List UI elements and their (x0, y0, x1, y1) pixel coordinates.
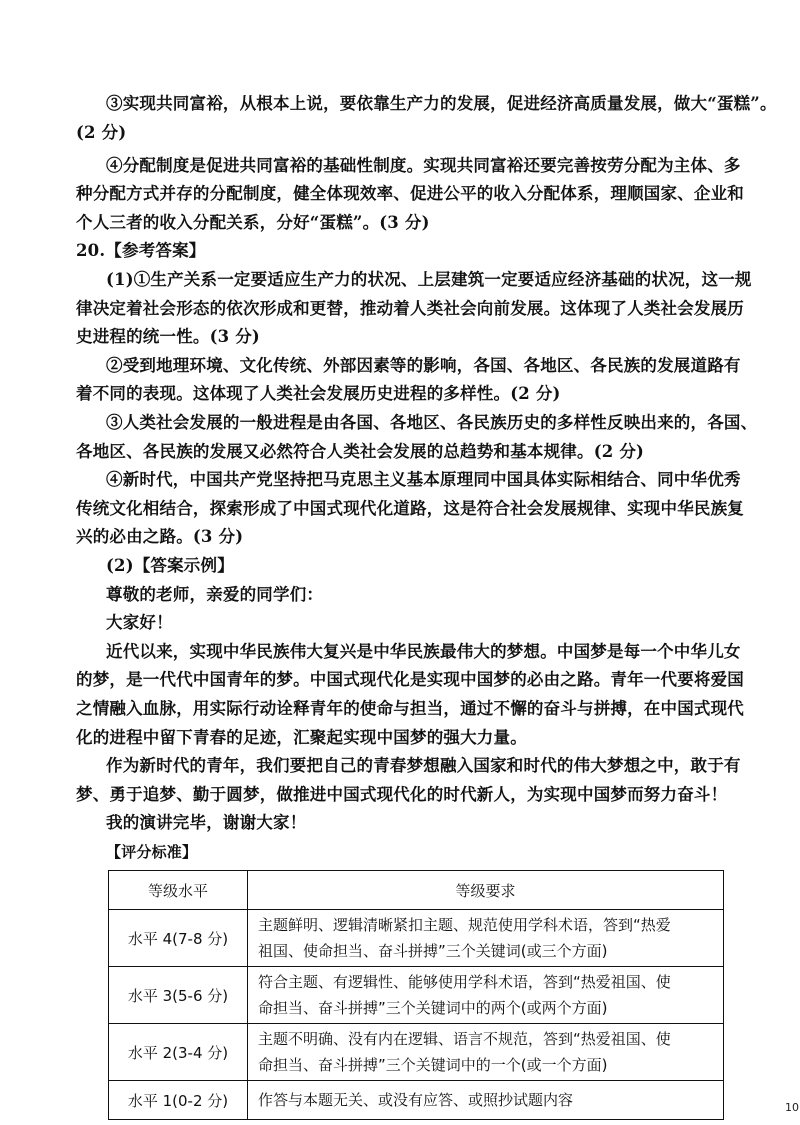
text-line: 个人三者的收入分配关系，分好“蛋糕”。(3 分) (76, 213, 430, 232)
text-line: (1)①生产关系一定要适应生产力的状况、上层建筑一定要适应经济基础的状况，这一规 (106, 270, 752, 289)
text-line: ③实现共同富裕，从根本上说，要依靠生产力的发展，促进经济高质量发展，做大“蛋糕”。 (106, 94, 777, 113)
requirement-line: 祖国、使命担当、奋斗拼搏”三个关键词(或三个方面) (258, 942, 608, 960)
requirement-line: 符合主题、有逻辑性、能够使用学科术语，答到“热爱祖国、使 (258, 973, 671, 991)
text-line: ②受到地理环境、文化传统、外部因素等的影响，各国、各地区、各民族的发展道路有 (106, 356, 741, 375)
text-line: 之情融入血脉，用实际行动诠释青年的使命与担当，通过不懈的奋斗与拼搏，在中国式现代 (76, 699, 744, 718)
section-heading: 20.【参考答案】 (76, 241, 206, 260)
text-line: 兴的必由之路。(3 分) (76, 527, 244, 546)
level-cell: 水平 3(5-6 分) (109, 967, 248, 1024)
text-line: 各地区、各民族的发展又必然符合人类社会发展的总趋势和基本规律。(2 分) (76, 442, 645, 461)
requirement-line: 主题鲜明、逻辑清晰紧扣主题、规范使用学科术语，答到“热爱 (258, 916, 671, 934)
page-number: 10 (785, 1101, 799, 1114)
requirement-line: 命担当、奋斗拼搏”三个关键词中的一个(或一个方面) (258, 1056, 608, 1074)
requirement-cell (248, 967, 724, 1024)
section-heading: 【评分标准】 (106, 843, 198, 861)
level-cell: 水平 1(0-2 分) (109, 1081, 248, 1120)
requirement-line: 命担当、奋斗拼搏”三个关键词中的两个(或两个方面) (258, 999, 608, 1017)
requirement-cell (248, 1024, 724, 1081)
table-header: 等级要求 (248, 871, 724, 910)
text-line: 的梦，是一代代中国青年的梦。中国式现代化是实现中国梦的必由之路。青年一代要将爱国 (76, 670, 744, 689)
level-cell: 水平 2(3-4 分) (109, 1024, 248, 1081)
text-line: ③人类社会发展的一般进程是由各国、各地区、各民族历史的多样性反映出来的，各国、 (106, 413, 758, 432)
text-line: 史进程的统一性。(3 分) (76, 327, 260, 346)
text-line: 化的进程中留下青春的足迹，汇聚起实现中国梦的强大力量。 (76, 728, 527, 747)
text-line: (2 分) (76, 123, 127, 142)
text-line: 大家好！ (106, 613, 173, 632)
table-row (109, 1024, 724, 1081)
text-line: 我的演讲完毕，谢谢大家！ (106, 813, 307, 832)
text-line: 作为新时代的青年，我们要把自己的青春梦想融入国家和时代的伟大梦想之中，敢于有 (106, 756, 741, 775)
subsection-heading: (2)【答案示例】 (106, 556, 234, 575)
table-row (109, 1081, 724, 1120)
text-line: 着不同的表现。这体现了人类社会发展历史进程的多样性。(2 分) (76, 384, 561, 403)
requirement-line: 主题不明确、没有内在逻辑、语言不规范，答到“热爱祖国、使 (258, 1030, 671, 1048)
text-line: 近代以来，实现中华民族伟大复兴是中华民族最伟大的梦想。中国梦是每一个中华儿女 (106, 642, 741, 661)
table-row (109, 910, 724, 967)
requirement-cell (248, 910, 724, 967)
text-line: ④分配制度是促进共同富裕的基础性制度。实现共同富裕还要完善按劳分配为主体、多 (106, 156, 741, 175)
requirement-cell (248, 1081, 724, 1120)
table-header: 等级水平 (109, 871, 248, 910)
text-line: 梦、勇于追梦、勤于圆梦，做推进中国式现代化的时代新人，为实现中国梦而努力奋斗！ (76, 785, 728, 804)
text-line: 种分配方式并存的分配制度，健全体现效率、促进公平的收入分配体系，理顺国家、企业和 (76, 184, 744, 203)
text-line: 尊敬的老师，亲爱的同学们： (106, 585, 324, 604)
table-row (109, 967, 724, 1024)
text-line: 传统文化相结合，探索形成了中国式现代化道路，这是符合社会发展规律、实现中华民族复 (76, 499, 744, 518)
table-header-row (109, 871, 724, 910)
scoring-table (108, 870, 724, 1120)
level-cell: 水平 4(7-8 分) (109, 910, 248, 967)
text-line: ④新时代，中国共产党坚持把马克思主义基本原理同中国具体实际相结合、同中华优秀 (106, 470, 741, 489)
requirement-line: 作答与本题无关、或没有应答、或照抄试题内容 (258, 1091, 574, 1109)
text-line: 律决定着社会形态的依次形成和更替，推动着人类社会向前发展。这体现了人类社会发展历 (76, 299, 744, 318)
